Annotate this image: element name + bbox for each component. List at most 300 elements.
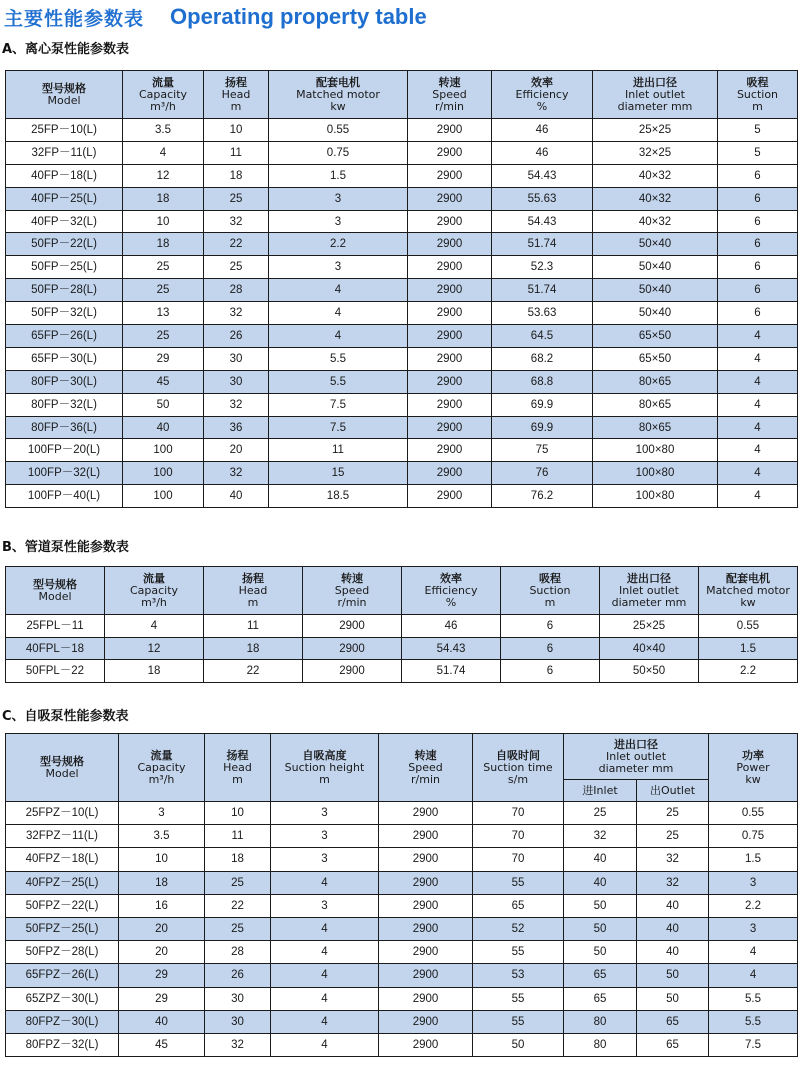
value-cell: 53.63 <box>492 302 593 325</box>
column-header <box>6 71 123 119</box>
model-cell: 50FP－32(L) <box>6 302 123 325</box>
value-cell: 1.5 <box>699 637 798 660</box>
value-cell: 4 <box>269 279 408 302</box>
value-cell: 68.8 <box>492 370 593 393</box>
header-en: Speed <box>408 760 443 774</box>
header-unit: m³/h <box>141 595 167 609</box>
header-en: Head <box>223 760 252 774</box>
value-cell: 2900 <box>408 210 492 233</box>
value-cell: 16 <box>119 894 205 917</box>
value-cell: 25 <box>123 325 204 348</box>
value-cell: 0.75 <box>269 141 408 164</box>
header-en: Power <box>736 760 770 774</box>
table-row <box>6 187 798 210</box>
value-cell: 11 <box>204 141 269 164</box>
value-cell: 5.5 <box>709 987 798 1010</box>
model-cell: 50FPZ－22(L) <box>6 894 119 917</box>
value-cell: 20 <box>204 439 269 462</box>
header-en: Efficiency <box>515 87 569 101</box>
model-cell: 40FP－32(L) <box>6 210 123 233</box>
header-en: Suction time <box>483 760 553 774</box>
value-cell: 80×65 <box>593 416 718 439</box>
value-cell: 4 <box>271 987 379 1010</box>
value-cell: 6 <box>718 187 798 210</box>
value-cell: 0.55 <box>269 119 408 142</box>
value-cell: 50 <box>564 894 637 917</box>
value-cell: 2900 <box>408 119 492 142</box>
value-cell: 4 <box>271 964 379 987</box>
value-cell: 55 <box>473 987 564 1010</box>
value-cell: 3 <box>271 848 379 871</box>
value-cell: 3 <box>271 825 379 848</box>
header-en: Capacity <box>129 583 179 597</box>
value-cell: 75 <box>492 439 593 462</box>
table-row <box>6 637 798 660</box>
table-row <box>6 964 798 987</box>
model-cell: 80FP－30(L) <box>6 370 123 393</box>
value-cell: 2900 <box>379 825 473 848</box>
value-cell: 32×25 <box>593 141 718 164</box>
model-cell: 65ZPZ－30(L) <box>6 987 119 1010</box>
header-cn: 进出口径 <box>627 571 671 585</box>
value-cell: 28 <box>205 941 271 964</box>
value-cell: 0.55 <box>709 802 798 825</box>
model-cell: 100FP－40(L) <box>6 485 123 508</box>
table-row <box>6 370 798 393</box>
column-header <box>709 734 798 802</box>
table-row <box>6 802 798 825</box>
header-cn: 扬程 <box>242 571 264 585</box>
header-unit: kw <box>740 595 756 609</box>
value-cell: 25×25 <box>600 615 699 638</box>
model-cell: 65FP－26(L) <box>6 325 123 348</box>
header-cn: 吸程 <box>539 571 561 585</box>
table-row <box>6 416 798 439</box>
header-cn: 型号规格 <box>40 754 84 768</box>
value-cell: 18.5 <box>269 485 408 508</box>
value-cell: 45 <box>123 370 204 393</box>
model-cell: 25FP－10(L) <box>6 119 123 142</box>
header-cn: 型号规格 <box>42 81 86 95</box>
value-cell: 5.5 <box>269 347 408 370</box>
header-cn: 扬程 <box>226 748 249 762</box>
value-cell: 65 <box>564 987 637 1010</box>
value-cell: 2900 <box>408 370 492 393</box>
column-header <box>379 734 473 802</box>
column-header <box>205 734 271 802</box>
value-cell: 55 <box>473 871 564 894</box>
value-cell: 50×40 <box>593 302 718 325</box>
value-cell: 7.5 <box>269 393 408 416</box>
value-cell: 1.5 <box>709 848 798 871</box>
column-header <box>402 567 501 615</box>
value-cell: 4 <box>271 871 379 894</box>
model-cell: 80FPZ－30(L) <box>6 1010 119 1033</box>
value-cell: 20 <box>119 941 205 964</box>
table-row <box>6 325 798 348</box>
value-cell: 53 <box>473 964 564 987</box>
value-cell: 46 <box>492 119 593 142</box>
value-cell: 7.5 <box>269 416 408 439</box>
value-cell: 40 <box>637 917 709 940</box>
header-cn: 配套电机 <box>726 571 770 585</box>
value-cell: 2.2 <box>699 660 798 683</box>
value-cell: 40 <box>564 848 637 871</box>
value-cell: 40 <box>637 894 709 917</box>
value-cell: 4 <box>271 1033 379 1056</box>
value-cell: 4 <box>718 393 798 416</box>
header-cn: 转速 <box>341 571 363 585</box>
value-cell: 2900 <box>408 462 492 485</box>
value-cell: 25 <box>205 871 271 894</box>
table-row <box>6 164 798 187</box>
table-row <box>6 256 798 279</box>
value-cell: 40 <box>564 871 637 894</box>
header-cn: 自吸高度 <box>302 748 347 762</box>
value-cell: 1.5 <box>269 164 408 187</box>
value-cell: 2900 <box>408 164 492 187</box>
header-cn: 效率 <box>440 571 462 585</box>
value-cell: 6 <box>501 615 600 638</box>
model-cell: 25FPZ－10(L) <box>6 802 119 825</box>
header-en: Speed <box>334 583 370 597</box>
value-cell: 22 <box>204 233 269 256</box>
value-cell: 52.3 <box>492 256 593 279</box>
value-cell: 80×65 <box>593 370 718 393</box>
value-cell: 3 <box>269 210 408 233</box>
value-cell: 18 <box>205 848 271 871</box>
value-cell: 80 <box>564 1033 637 1056</box>
value-cell: 69.9 <box>492 393 593 416</box>
table-row <box>6 987 798 1010</box>
value-cell: 100 <box>123 485 204 508</box>
table-row <box>6 825 798 848</box>
page-title-cn: 主要性能参数表 <box>4 7 145 30</box>
value-cell: 4 <box>709 941 798 964</box>
model-cell: 32FP－11(L) <box>6 141 123 164</box>
value-cell: 3.5 <box>119 825 205 848</box>
value-cell: 36 <box>204 416 269 439</box>
value-cell: 2900 <box>408 141 492 164</box>
value-cell: 0.75 <box>709 825 798 848</box>
value-cell: 54.43 <box>402 637 501 660</box>
table-row <box>6 1010 798 1033</box>
value-cell: 64.5 <box>492 325 593 348</box>
value-cell: 65 <box>564 964 637 987</box>
value-cell: 18 <box>123 233 204 256</box>
value-cell: 32 <box>637 871 709 894</box>
value-cell: 2900 <box>408 347 492 370</box>
value-cell: 100×80 <box>593 462 718 485</box>
model-cell: 65FP－30(L) <box>6 347 123 370</box>
table-row <box>6 439 798 462</box>
model-cell: 80FP－36(L) <box>6 416 123 439</box>
header-en: Suction height <box>284 760 365 774</box>
value-cell: 65 <box>473 894 564 917</box>
model-cell: 50FPZ－28(L) <box>6 941 119 964</box>
value-cell: 40×32 <box>593 164 718 187</box>
value-cell: 32 <box>637 848 709 871</box>
header-en: Head <box>238 583 268 597</box>
subheader-outlet: 出Outlet <box>637 780 709 802</box>
value-cell: 40×40 <box>600 637 699 660</box>
header-unit: m <box>544 595 556 609</box>
value-cell: 4 <box>718 325 798 348</box>
value-cell: 18 <box>105 660 204 683</box>
value-cell: 20 <box>119 917 205 940</box>
header-en: Inlet outlet <box>606 749 667 763</box>
value-cell: 65×50 <box>593 325 718 348</box>
value-cell: 11 <box>204 615 303 638</box>
value-cell: 50×40 <box>593 279 718 302</box>
model-cell: 80FPZ－32(L) <box>6 1033 119 1056</box>
model-cell: 50FPL－22 <box>6 660 105 683</box>
column-header <box>492 71 593 119</box>
model-cell: 40FP－18(L) <box>6 164 123 187</box>
value-cell: 32 <box>204 302 269 325</box>
model-cell: 50FP－28(L) <box>6 279 123 302</box>
value-cell: 4 <box>269 302 408 325</box>
value-cell: 29 <box>123 347 204 370</box>
table-row <box>6 871 798 894</box>
header-en: Suction <box>529 583 571 597</box>
table-row <box>6 393 798 416</box>
table-row <box>6 141 798 164</box>
value-cell: 32 <box>204 462 269 485</box>
value-cell: 3 <box>269 256 408 279</box>
value-cell: 68.2 <box>492 347 593 370</box>
value-cell: 10 <box>123 210 204 233</box>
value-cell: 25 <box>637 802 709 825</box>
value-cell: 3 <box>709 917 798 940</box>
value-cell: 6 <box>718 256 798 279</box>
value-cell: 3 <box>709 871 798 894</box>
header-unit: m³/h <box>150 99 176 113</box>
value-cell: 15 <box>269 462 408 485</box>
header-cn: 进出口径 <box>633 75 677 89</box>
value-cell: 40 <box>123 416 204 439</box>
header-en: Model <box>47 93 81 107</box>
value-cell: 28 <box>204 279 269 302</box>
value-cell: 55 <box>473 1010 564 1033</box>
header-cn: 流量 <box>143 571 165 585</box>
header-unit: m <box>247 595 259 609</box>
value-cell: 2900 <box>379 894 473 917</box>
model-cell: 32FPZ－11(L) <box>6 825 119 848</box>
value-cell: 2.2 <box>269 233 408 256</box>
value-cell: 5.5 <box>709 1010 798 1033</box>
section-a-title: A、离心泵性能参数表 <box>2 42 130 57</box>
value-cell: 2900 <box>408 187 492 210</box>
column-header <box>718 71 798 119</box>
value-cell: 4 <box>718 370 798 393</box>
model-cell: 25FPL－11 <box>6 615 105 638</box>
table-row <box>6 347 798 370</box>
value-cell: 4 <box>271 941 379 964</box>
value-cell: 32 <box>204 210 269 233</box>
value-cell: 30 <box>205 987 271 1010</box>
table-pipeline-pump <box>5 566 798 683</box>
model-cell: 80FP－32(L) <box>6 393 123 416</box>
header-unit: kw <box>745 772 761 786</box>
value-cell: 6 <box>501 637 600 660</box>
value-cell: 6 <box>718 164 798 187</box>
value-cell: 25 <box>637 825 709 848</box>
header-unit: m <box>232 772 243 786</box>
header-unit: diameter mm <box>617 99 693 113</box>
column-header <box>269 71 408 119</box>
column-header <box>271 734 379 802</box>
value-cell: 22 <box>205 894 271 917</box>
value-cell: 18 <box>204 164 269 187</box>
value-cell: 3 <box>269 187 408 210</box>
model-cell: 50FP－25(L) <box>6 256 123 279</box>
value-cell: 65 <box>637 1010 709 1033</box>
value-cell: 30 <box>204 347 269 370</box>
value-cell: 2900 <box>379 1010 473 1033</box>
header-cn: 转速 <box>414 748 437 762</box>
header-unit: m <box>319 772 330 786</box>
value-cell: 2900 <box>408 485 492 508</box>
column-header <box>408 71 492 119</box>
value-cell: 4 <box>271 917 379 940</box>
value-cell: 100 <box>123 439 204 462</box>
value-cell: 5.5 <box>269 370 408 393</box>
model-cell: 65FPZ－26(L) <box>6 964 119 987</box>
value-cell: 2900 <box>379 871 473 894</box>
value-cell: 0.55 <box>699 615 798 638</box>
header-en: Capacity <box>138 87 188 101</box>
value-cell: 11 <box>269 439 408 462</box>
value-cell: 80 <box>564 1010 637 1033</box>
value-cell: 18 <box>204 637 303 660</box>
value-cell: 50 <box>564 941 637 964</box>
value-cell: 100 <box>123 462 204 485</box>
value-cell: 3.5 <box>123 119 204 142</box>
value-cell: 4 <box>269 325 408 348</box>
header-en: Capacity <box>137 760 186 774</box>
value-cell: 51.74 <box>402 660 501 683</box>
value-cell: 2900 <box>379 964 473 987</box>
value-cell: 6 <box>718 233 798 256</box>
value-cell: 2900 <box>408 439 492 462</box>
value-cell: 10 <box>119 848 205 871</box>
value-cell: 2900 <box>303 660 402 683</box>
header-en: Head <box>221 87 251 101</box>
value-cell: 50 <box>473 1033 564 1056</box>
value-cell: 2900 <box>408 233 492 256</box>
value-cell: 4 <box>709 964 798 987</box>
table-row <box>6 660 798 683</box>
header-cn: 转速 <box>438 75 461 89</box>
column-header <box>600 567 699 615</box>
value-cell: 7.5 <box>709 1033 798 1056</box>
table-row <box>6 119 798 142</box>
column-header <box>501 567 600 615</box>
value-cell: 6 <box>718 302 798 325</box>
model-cell: 100FP－20(L) <box>6 439 123 462</box>
value-cell: 18 <box>119 871 205 894</box>
model-cell: 40FP－25(L) <box>6 187 123 210</box>
value-cell: 18 <box>123 187 204 210</box>
header-unit: m <box>752 99 763 113</box>
column-header <box>204 71 269 119</box>
header-en: Matched motor <box>296 87 380 101</box>
header-cn: 型号规格 <box>33 577 77 591</box>
header-en: Inlet outlet <box>624 87 685 101</box>
column-header <box>593 71 718 119</box>
header-unit: % <box>445 595 457 609</box>
value-cell: 50 <box>637 987 709 1010</box>
value-cell: 5 <box>718 141 798 164</box>
value-cell: 50×40 <box>593 256 718 279</box>
model-cell: 40FPZ－25(L) <box>6 871 119 894</box>
column-header <box>204 567 303 615</box>
value-cell: 2900 <box>408 325 492 348</box>
header-en: Inlet outlet <box>618 583 679 597</box>
value-cell: 70 <box>473 802 564 825</box>
value-cell: 51.74 <box>492 279 593 302</box>
column-header <box>473 734 564 802</box>
header-en: Matched motor <box>706 583 790 597</box>
page-title-en: Operating property table <box>170 4 427 29</box>
table-row <box>6 1033 798 1056</box>
value-cell: 50×40 <box>593 233 718 256</box>
value-cell: 2900 <box>379 1033 473 1056</box>
value-cell: 2900 <box>379 917 473 940</box>
value-cell: 25 <box>204 187 269 210</box>
value-cell: 25 <box>204 256 269 279</box>
value-cell: 40 <box>637 941 709 964</box>
value-cell: 26 <box>205 964 271 987</box>
value-cell: 4 <box>718 485 798 508</box>
value-cell: 2900 <box>408 279 492 302</box>
value-cell: 3 <box>271 802 379 825</box>
header-cn: 扬程 <box>225 75 247 89</box>
header-cn: 功率 <box>742 748 765 762</box>
header-unit: m³/h <box>148 772 175 786</box>
value-cell: 22 <box>204 660 303 683</box>
header-unit: % <box>536 99 548 113</box>
value-cell: 55.63 <box>492 187 593 210</box>
value-cell: 50×50 <box>600 660 699 683</box>
value-cell: 65×50 <box>593 347 718 370</box>
value-cell: 45 <box>119 1033 205 1056</box>
value-cell: 3 <box>271 894 379 917</box>
table-centrifugal-pump <box>5 70 798 508</box>
value-cell: 2900 <box>303 615 402 638</box>
value-cell: 30 <box>205 1010 271 1033</box>
table-row <box>6 279 798 302</box>
column-header <box>6 734 119 802</box>
value-cell: 4 <box>271 1010 379 1033</box>
value-cell: 40×32 <box>593 187 718 210</box>
header-cn: 自吸时间 <box>496 748 540 762</box>
model-cell: 40FPZ－18(L) <box>6 848 119 871</box>
value-cell: 2900 <box>408 256 492 279</box>
model-cell: 40FPL－18 <box>6 637 105 660</box>
header-cn: 配套电机 <box>316 75 360 89</box>
value-cell: 70 <box>473 825 564 848</box>
value-cell: 32 <box>564 825 637 848</box>
page-title <box>4 2 427 32</box>
value-cell: 100×80 <box>593 485 718 508</box>
value-cell: 26 <box>204 325 269 348</box>
header-en: Suction <box>736 87 779 101</box>
value-cell: 51.74 <box>492 233 593 256</box>
value-cell: 32 <box>204 393 269 416</box>
value-cell: 25 <box>123 256 204 279</box>
